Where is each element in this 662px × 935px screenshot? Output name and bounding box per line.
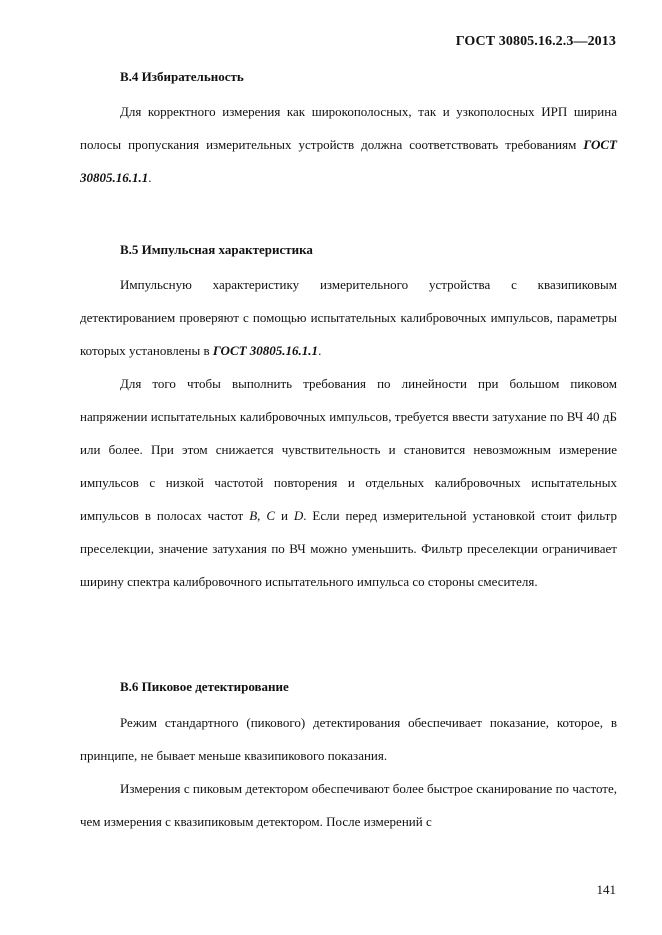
paragraph-b5-2: [80, 367, 617, 598]
document-header: ГОСТ 30805.16.2.3—2013: [455, 34, 616, 49]
band-b-symbol: B: [249, 508, 258, 523]
page-number: 141: [596, 882, 616, 897]
paragraph-b4-1: [80, 95, 617, 194]
paragraph-text: Для корректного измерения как широкополосных, так и узкополосных ИРП ширина полосы пропускания измерительных устройств должна соответствовать требованиям: [80, 104, 617, 152]
paragraph-b6-2: Измерения с пиковым детектором обеспечивают более быстрое сканирование по частоте, чем измерения с квазипиковым детектором. После измерений с: [80, 781, 617, 829]
paragraph-text: .: [318, 343, 322, 358]
paragraph-text: Для того чтобы выполнить требования по линейности при большом пиковом напряжении испытательных калибровочных импульсов, требуется ввести затухание по ВЧ 40 дБ или более. При этом снижается чувствительность и становится невозможным измерение импульсов с низкой частотой повторения и отдельных калибровочных испытательных импульсов в полосах частот: [80, 376, 617, 523]
standard-reference: ГОСТ 30805.16.1.1: [80, 137, 617, 185]
section-title-b5: В.5 Импульсная характеристика: [120, 242, 313, 257]
paragraph-text: и: [275, 508, 294, 523]
paragraph-text: ,: [257, 508, 267, 523]
paragraph-text: .: [148, 170, 152, 185]
standard-reference: ГОСТ 30805.16.1.1: [212, 343, 319, 358]
paragraph-b5-1: [80, 268, 617, 367]
paragraph-b6-1: Режим стандартного (пикового) детектирования обеспечивает показание, которое, в принципе, не бывает меньше квазипикового показания.: [80, 715, 617, 763]
band-c-symbol: C: [266, 508, 275, 523]
band-d-symbol: D: [293, 508, 304, 523]
paragraph-text: Импульсную характеристику измерительного устройства с квазипиковым детектированием проверяют с помощью испытательных калибровочных импульсов, параметры которых установлены в: [80, 277, 617, 358]
section-title-b4: В.4 Избирательность: [120, 69, 244, 84]
document-body: [80, 64, 617, 838]
section-title-b6: В.6 Пиковое детектирование: [120, 679, 289, 694]
paragraph-text: . Если перед измерительной установкой стоит фильтр преселекции, значение затухания по ВЧ можно уменьшить. Фильтр преселекции ограничивает ширину спектра калибровочного испытательного импульса со стороны смесителя.: [80, 508, 617, 589]
